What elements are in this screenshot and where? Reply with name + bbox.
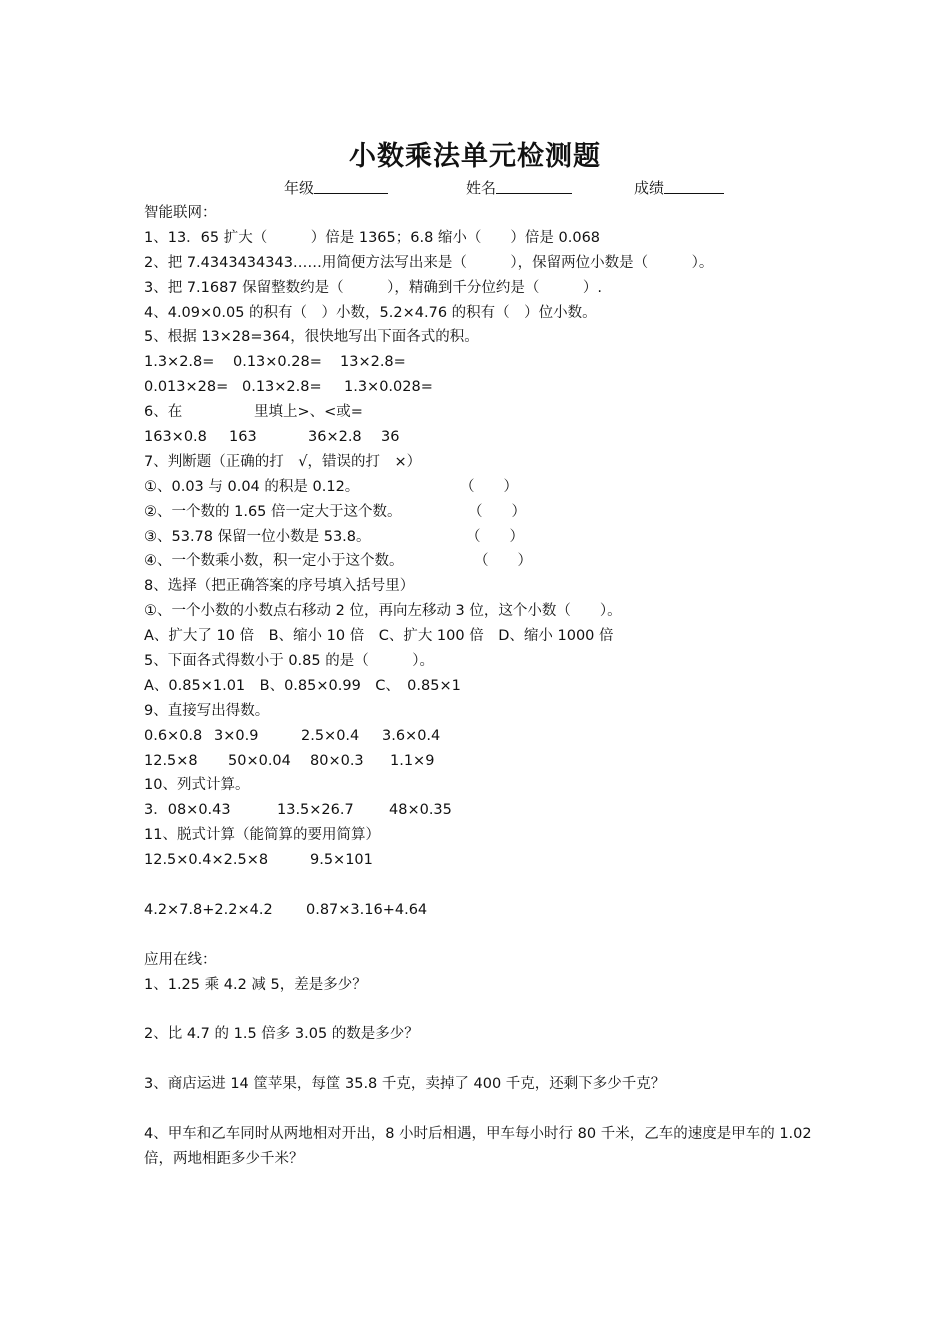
- score-field: [634, 177, 664, 198]
- expression: 0.6×0.8: [144, 727, 203, 744]
- q8-sub-1-options: A、扩大了 10 倍 B、缩小 10 倍 C、扩大 100 倍 D、缩小 1000 倍: [144, 628, 614, 645]
- score-blank[interactable]: [664, 177, 724, 194]
- expression: 13×2.8=: [340, 354, 406, 371]
- q7-statement: ②、一个数的 1.65 倍一定大于这个数。: [144, 503, 402, 520]
- spacer: [144, 1097, 824, 1122]
- answer-paren[interactable]: （ ）: [468, 503, 526, 520]
- q8-sub-2: 5、下面各式得数小于 0.85 的是（ ）。: [144, 653, 434, 670]
- q7-statement: ④、一个数乘小数，积一定小于这个数。: [144, 553, 404, 570]
- q6-prefix: 6、在: [144, 404, 183, 421]
- question-6: [144, 400, 824, 425]
- score-label: 成绩: [634, 179, 665, 197]
- q8-sub-2-options: A、0.85×1.01 B、0.85×0.99 C、 0.85×1: [144, 677, 461, 694]
- expression: 1.3×0.028=: [344, 379, 433, 396]
- word-problem-4: 4、甲车和乙车同时从两地相对开出，8 小时后相遇，甲车每小时行 80 千米，乙车的速度是甲车的 1.02 倍，两地相距多少千米？: [144, 1125, 812, 1167]
- expression: 2.5×0.4: [301, 727, 360, 744]
- question-3: 3、把 7.1687 保留整数约是（ ），精确到千分位约是（ ）.: [144, 279, 603, 296]
- expression: 3.6×0.4: [382, 727, 441, 744]
- question-11: 11、脱式计算（能简算的要用简算）: [144, 827, 380, 844]
- question-2: 2、把 7.4343434343……用简便方法写出来是（ ），保留两位小数是（ ）。: [144, 254, 714, 271]
- student-info-row: [0, 177, 950, 201]
- expression: 36: [381, 429, 400, 446]
- expression: 0.13×0.28=: [233, 354, 322, 371]
- expression: 12.5×8: [144, 752, 198, 769]
- q7-statement: ①、0.03 与 0.04 的积是 0.12。: [144, 478, 360, 495]
- expression: 48×0.35: [389, 802, 452, 819]
- question-1: 1、13．65 扩大（ ）倍是 1365；6.8 缩小（ ）倍是 0.068: [144, 229, 601, 246]
- q9-row-2: [144, 749, 824, 774]
- q9-row-1: [144, 724, 824, 749]
- answer-paren[interactable]: （ ）: [474, 553, 532, 570]
- question-4: 4、4.09×0.05 的积有（ ）小数，5.2×4.76 的积有（ ）位小数。: [144, 304, 597, 321]
- q7-item-4: [144, 549, 824, 574]
- spacer: [144, 923, 824, 948]
- expression: 12.5×0.4×2.5×8: [144, 852, 269, 869]
- answer-paren[interactable]: （ ）: [466, 528, 524, 545]
- q5-row-2: [144, 375, 824, 400]
- q6-row: [144, 425, 824, 450]
- expression: 1.1×9: [390, 752, 435, 769]
- spacer: [144, 998, 824, 1023]
- q7-statement: ③、53.78 保留一位小数是 53.8。: [144, 528, 371, 545]
- expression: 9.5×101: [310, 852, 373, 869]
- q7-item-3: [144, 525, 824, 550]
- exam-body: [144, 201, 824, 1172]
- q10-row: [144, 798, 824, 823]
- word-problem-3: 3、商店运进 14 筐苹果，每筐 35.8 千克，卖掉了 400 千克，还剩下多少千克？: [144, 1076, 666, 1093]
- expression: 3．08×0.43: [144, 802, 231, 819]
- spacer: [144, 873, 824, 898]
- q7-item-1: [144, 475, 824, 500]
- expression: 163×0.8: [144, 429, 207, 446]
- grade-blank[interactable]: [314, 177, 388, 194]
- expression: 0.13×2.8=: [242, 379, 322, 396]
- name-blank[interactable]: [496, 177, 572, 194]
- q8-sub-1: ①、一个小数的小数点右移动 2 位，再向左移动 3 位，这个小数（ ）。: [144, 603, 622, 620]
- q7-item-2: [144, 500, 824, 525]
- expression: 0.87×3.16+4.64: [306, 901, 428, 918]
- q11-row-2: [144, 898, 824, 923]
- question-10: 10、列式计算。: [144, 777, 250, 794]
- name-label: 姓名: [466, 179, 497, 197]
- question-9: 9、直接写出得数。: [144, 702, 270, 719]
- expression: 0.013×28=: [144, 379, 229, 396]
- name-field: [466, 177, 496, 198]
- spacer: [144, 1047, 824, 1072]
- word-problem-1: 1、1.25 乘 4.2 减 5，差是多少？: [144, 976, 367, 993]
- q11-row-1: [144, 848, 824, 873]
- expression: 13.5×26.7: [277, 802, 354, 819]
- expression: 1.3×2.8=: [144, 354, 215, 371]
- page-title: 小数乘法单元检测题: [349, 141, 601, 172]
- grade-field: [284, 177, 314, 198]
- expression: 80×0.3: [310, 752, 364, 769]
- grade-label: 年级: [284, 179, 315, 197]
- q5-row-1: [144, 350, 824, 375]
- expression: 50×0.04: [228, 752, 291, 769]
- q6-suffix: 里填上>、<或=: [254, 404, 363, 421]
- question-8: 8、选择（把正确答案的序号填入括号里）: [144, 578, 415, 595]
- question-5: 5、根据 13×28=364，很快地写出下面各式的积。: [144, 329, 479, 346]
- expression: 3×0.9: [214, 727, 259, 744]
- word-problem-2: 2、比 4.7 的 1.5 倍多 3.05 的数是多少？: [144, 1026, 419, 1043]
- expression: 4.2×7.8+2.2×4.2: [144, 901, 273, 918]
- answer-paren[interactable]: （ ）: [460, 478, 518, 495]
- section-heading: 智能联网：: [144, 205, 217, 221]
- question-7: 7、判断题（正确的打 √，错误的打 ×）: [144, 453, 422, 470]
- section-heading: 应用在线：: [144, 951, 217, 968]
- expression: 163: [229, 429, 257, 446]
- expression: 36×2.8: [308, 429, 362, 446]
